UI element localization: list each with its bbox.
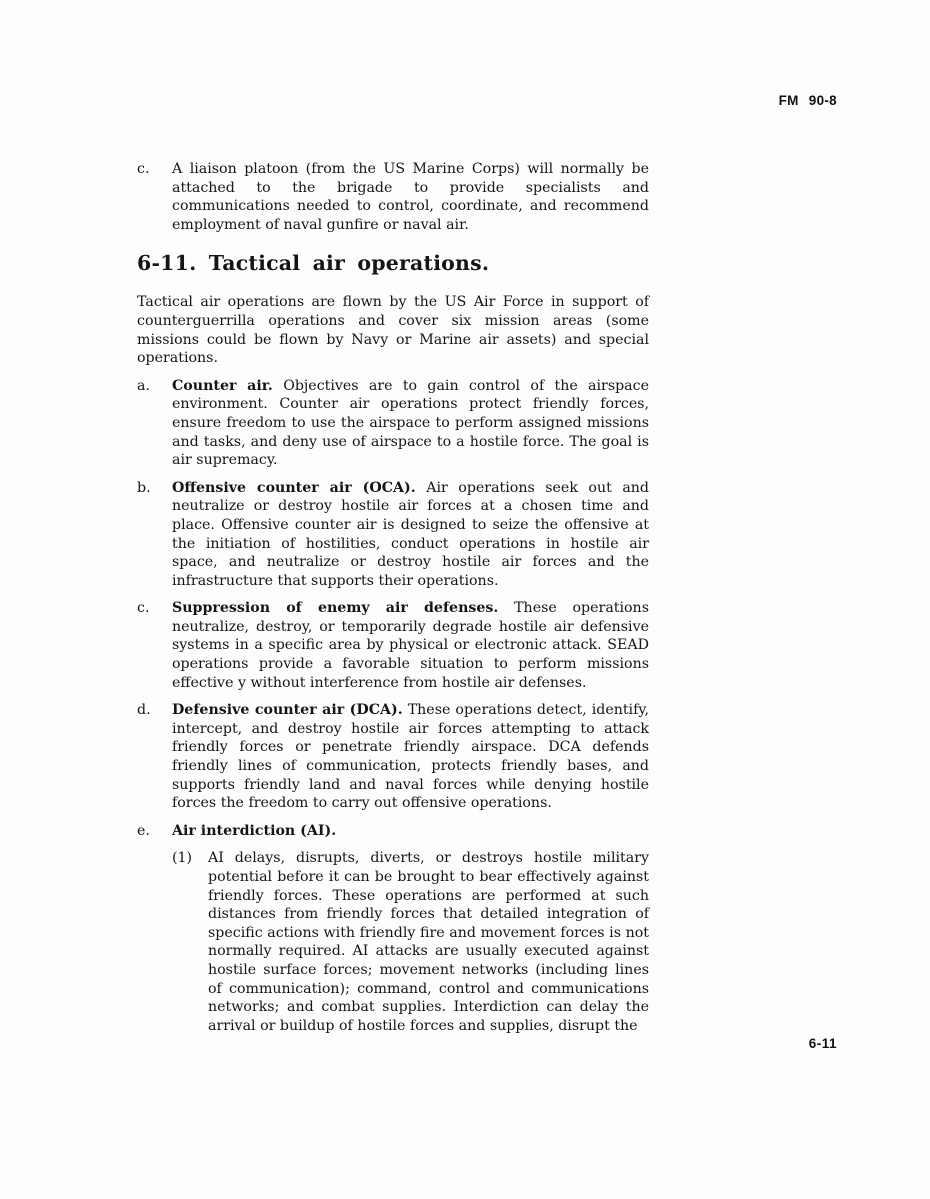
item-text [172,701,649,813]
list-item-b [137,479,649,591]
para-item-c [137,160,649,234]
item-label: a. [137,377,150,394]
item-lead-in: Defensive counter air (DCA). [172,702,403,719]
item-text [172,377,649,470]
sub-item-1 [172,849,649,1035]
item-label: b. [137,479,151,496]
sub-item-label: (1) [172,850,193,867]
list-item-e [137,822,649,1036]
item-text [172,599,649,692]
doc-id: FM 90-8 [778,93,837,108]
section-intro: Tactical air operations are flown by the US Air Force in support of counterguerrilla operations and cover six mission areas (some missions could be flown by Navy or Marine air assets) and special operations. [137,294,649,367]
sub-item-body: AI delays, disrupts, diverts, or destroys hostile military potential before it can be brought to bear effectively against friendly forces. These operations are performed at such distances from friendly forces that detailed integration of specific actions with friendly fire and movement forces is not normally required. AI attacks are usually executed against hostile surface forces; movement networks (including lines of communication); command, control and communications networks; and combat supplies. Interdiction can delay the arrival or buildup of hostile forces and supplies, disrupt the [208,850,649,1034]
page-content [137,160,649,1035]
item-lead-in: Offensive counter air (OCA). [172,479,416,496]
list-item-a [137,377,649,470]
item-lead-in: Counter air. [172,377,273,394]
item-label: e. [137,822,150,839]
item-label: c. [137,600,150,617]
item-body: Objectives are to gain control of the airspace environment. Counter air operations protect friendly forces, ensure freedom to use the airspace to perform assigned missions and tasks, and deny use of airspace to a hostile force. The goal is air supremacy. [172,377,649,469]
item-label: c. [137,161,150,177]
item-body: Air operations seek out and neutralize or destroy hostile air forces at a chosen time and place. Offensive counter air is designed to seize the offensive at the initiation of hostilities, conduct operations in hostile air space, and neutralize or destroy hostile air forces and the infrastructure that supports their operations. [172,479,649,589]
item-body: These operations neutralize, destroy, or temporarily degrade hostile air defensive systems in a specific area by physical or electronic attack. SEAD operations provide a favorable situation to perform missions effective y without interference from hostile air defenses. [172,600,649,691]
item-text [172,822,649,841]
page-number: 6-11 [808,1036,837,1051]
item-lead-in: Suppression of enemy air defenses. [172,600,499,617]
item-label: d. [137,702,151,719]
list-item-d [137,701,649,813]
list-item-c [137,599,649,692]
item-text [172,479,649,591]
section-heading: 6-11. Tactical air operations. [137,251,490,276]
item-body: A liaison platoon (from the US Marine Corps) will normally be attached to the brigade to provide specialists and communications needed to control, coordinate, and recommend employment of naval gunfire or naval air. [172,161,649,233]
item-lead-in: Air interdiction (AI). [172,822,337,839]
item-body: These operations detect, identify, intercept, and destroy hostile air forces attempting to attack friendly forces or penetrate friendly airspace. DCA defends friendly lines of communication, protects friendly bases, and supports friendly land and naval forces while denying hostile forces the freedom to carry out offensive operations. [172,702,649,812]
